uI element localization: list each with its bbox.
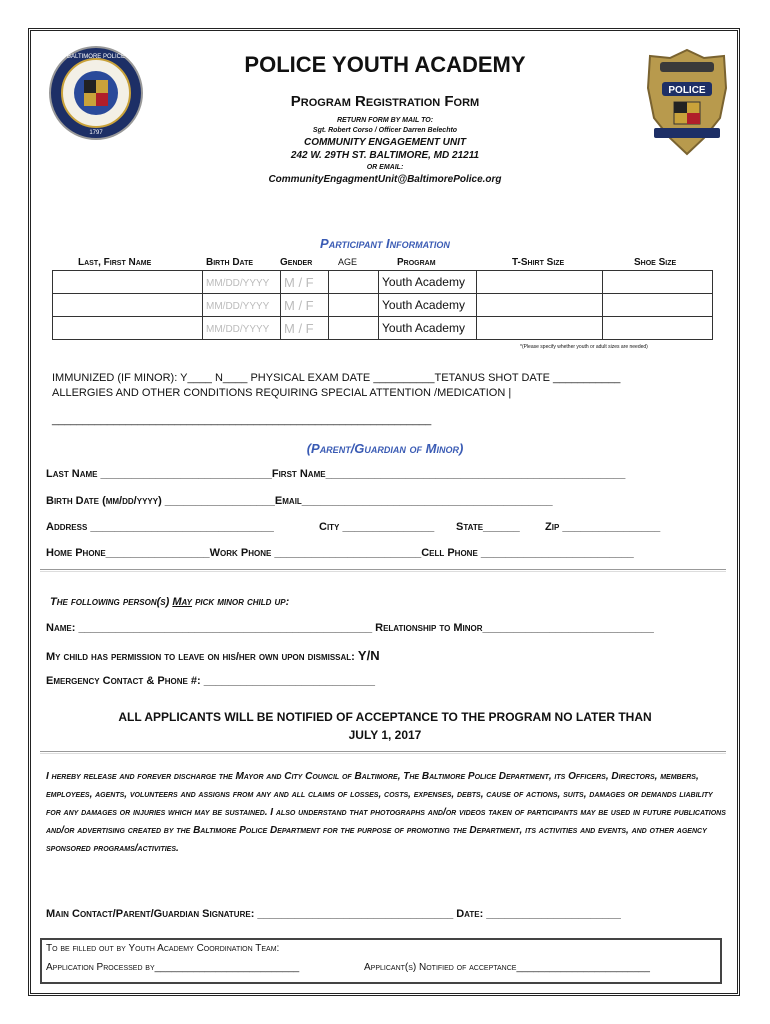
participant-heading: Participant Information — [320, 236, 450, 251]
col-name-label: Last, First Name — [78, 257, 152, 268]
birth-date-field[interactable] — [203, 294, 281, 317]
gender-field[interactable] — [281, 294, 329, 317]
pickup-heading-pre: The following person(s) — [50, 596, 173, 608]
pickup-heading — [50, 596, 289, 608]
allergies-blank-line[interactable]: ______________________________________________________________ — [52, 414, 432, 426]
or-email-label: OR EMAIL: — [366, 164, 404, 171]
table-row — [53, 294, 713, 317]
age-field[interactable] — [329, 294, 379, 317]
pickup-heading-post: pick minor child up: — [192, 596, 290, 608]
permission-text: My child has permission to leave on his/her own upon dismissal: — [46, 651, 355, 663]
col-birth-label: Birth Date — [206, 257, 254, 268]
birth-date-field[interactable] — [203, 271, 281, 294]
svg-text:BALTIMORE POLICE: BALTIMORE POLICE — [67, 54, 125, 60]
gender-placeholder: M / F — [284, 320, 314, 336]
gender-placeholder: M / F — [284, 297, 314, 313]
col-age-label: AGE — [338, 257, 358, 267]
shoe-size-field[interactable] — [603, 294, 713, 317]
contact-email: CommunityEngagmentUnit@BaltimorePolice.org — [268, 174, 502, 185]
name-field[interactable] — [53, 317, 203, 340]
program-value: Youth Academy — [382, 298, 465, 312]
table-row — [53, 317, 713, 340]
pickup-heading-may: May — [172, 596, 193, 608]
guardian-birth-email-line[interactable]: Birth Date (mm/dd/yyyy) __________________Email_________________________________________ — [46, 495, 553, 507]
section-divider — [40, 569, 726, 572]
tshirt-size-field[interactable] — [477, 294, 603, 317]
birth-date-field[interactable] — [203, 317, 281, 340]
section-divider — [40, 751, 726, 754]
birth-date-placeholder: MM/DD/YYYY — [206, 301, 270, 312]
acceptance-date: JULY 1, 2017 — [348, 728, 422, 742]
name-field[interactable] — [53, 271, 203, 294]
tshirt-size-field[interactable] — [477, 271, 603, 294]
tshirt-size-field[interactable] — [477, 317, 603, 340]
birth-date-placeholder: MM/DD/YYYY — [206, 278, 270, 289]
coordination-team-box — [40, 938, 722, 984]
return-line: RETURN FORM BY MAIL TO: — [336, 117, 434, 124]
emergency-contact-line[interactable]: Emergency Contact & Phone #: ____________________________ — [46, 675, 375, 687]
size-footnote: *(Please specify whether youth or adult sizes are needed) — [520, 344, 648, 350]
shoe-size-field[interactable] — [603, 271, 713, 294]
gender-placeholder: M / F — [284, 274, 314, 290]
signature-line[interactable]: Main Contact/Parent/Guardian Signature: ________________________________ Date: ______________________ — [46, 908, 621, 920]
svg-text:1797: 1797 — [89, 130, 103, 136]
svg-text:POLICE: POLICE — [668, 85, 706, 96]
age-field[interactable] — [329, 271, 379, 294]
guardian-address-field[interactable]: Address ______________________________ — [46, 521, 274, 533]
program-cell — [379, 294, 477, 317]
age-field[interactable] — [329, 317, 379, 340]
gender-field[interactable] — [281, 271, 329, 294]
program-value: Youth Academy — [382, 275, 465, 289]
contacts-line: Sgt. Robert Corso / Officer Darren Belechto — [312, 127, 458, 134]
shoe-size-field[interactable] — [603, 317, 713, 340]
unit-address: 242 W. 29TH ST. BALTIMORE, MD 21211 — [290, 150, 480, 161]
program-cell — [379, 271, 477, 294]
program-cell — [379, 317, 477, 340]
guardian-heading: (Parent/Guardian of Minor) — [306, 441, 464, 456]
permission-yn: Y/N — [357, 648, 380, 663]
form-title: POLICE YOUTH ACADEMY — [244, 52, 526, 77]
name-field[interactable] — [53, 294, 203, 317]
allergies-line[interactable]: ALLERGIES AND OTHER CONDITIONS REQUIRING SPECIAL ATTENTION /MEDICATION | — [52, 387, 512, 399]
form-subtitle: Program Registration Form — [290, 93, 480, 110]
birth-date-placeholder: MM/DD/YYYY — [206, 324, 270, 335]
program-value: Youth Academy — [382, 321, 465, 335]
guardian-name-line[interactable]: Last Name ____________________________First Name_________________________________________________ — [46, 468, 626, 480]
col-program-label: Program — [397, 257, 436, 268]
col-gender-label: Gender — [280, 257, 313, 268]
immunized-line[interactable]: IMMUNIZED (IF MINOR): Y____ N____ PHYSICAL EXAM DATE __________TETANUS SHOT DATE ___________ — [52, 372, 621, 384]
col-shoe-label: Shoe Size — [634, 257, 677, 268]
guardian-phone-line[interactable]: Home Phone_________________Work Phone ________________________Cell Phone _________________________ — [46, 547, 634, 559]
team-box-heading: To be filled out by Youth Academy Coordination Team: — [46, 943, 280, 954]
release-statement: I hereby release and forever discharge the Mayor and City Council of Baltimore, The Baltimore Police Department, its Officers, Directors, members, employees, agents, volunteers and assigns from any and all claims of losses, costs, expenses, debts, cause of actions, suits, damages or demands liability for any damages or injuries which may be sustained. I also understand that photographs and/or videos taken of participants may be used in future publications and/or advertising created by the Baltimore Police Department for the purpose of promoting the Department, its activities and events, and other agency sponsored programs/activities. — [46, 771, 726, 854]
application-processed-field[interactable]: Application Processed by__________________________ — [46, 962, 300, 973]
guardian-city-field[interactable]: City _______________ — [319, 521, 435, 533]
table-row — [53, 271, 713, 294]
pickup-name-line[interactable]: Name: ________________________________________________ Relationship to Minor____________________________ — [46, 622, 654, 634]
permission-line[interactable] — [46, 648, 380, 663]
applicant-notified-field[interactable]: Applicant(s) Notified of acceptance________________________ — [364, 962, 650, 973]
unit-name: COMMUNITY ENGAGEMENT UNIT — [303, 137, 467, 148]
col-tshirt-label: T-Shirt Size — [512, 257, 565, 268]
gender-field[interactable] — [281, 317, 329, 340]
guardian-zip-field[interactable]: Zip ________________ — [545, 521, 661, 533]
guardian-state-field[interactable]: State______ — [456, 521, 520, 533]
acceptance-notice: ALL APPLICANTS WILL BE NOTIFIED OF ACCEPTANCE TO THE PROGRAM NO LATER THAN — [118, 710, 652, 724]
participant-table — [52, 270, 713, 340]
